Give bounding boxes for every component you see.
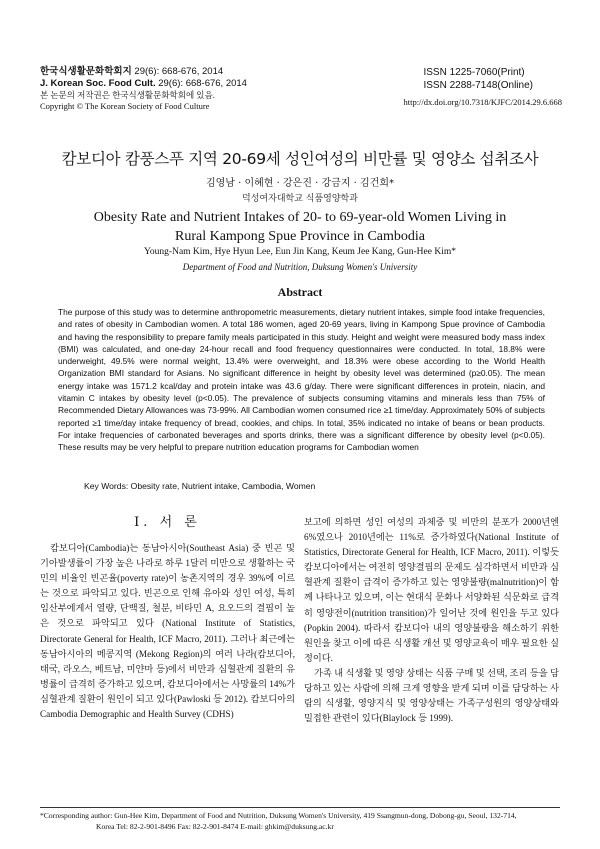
issn-print: ISSN 1225-7060(Print) (423, 67, 525, 78)
title-english-line1: Obesity Rate and Nutrient Intakes of 20- to 69-year-old Women Living in (93, 210, 507, 225)
journal-title-kr-line (40, 66, 247, 78)
journal-title-kr: 한국식생활문화학회지 (40, 66, 132, 77)
corresponding-author-footnote (40, 811, 564, 832)
authors-english: Young-Nam Kim, Hye Hyun Lee, Eun Jin Kang, Keum Jee Kang, Gun-Hee Kim* (144, 247, 456, 257)
title-english (0, 208, 600, 246)
copyright-kr: 본 논문의 저작권은 한국식생활문화학회에 있음. (40, 90, 215, 100)
journal-pages-en: 29(6): 668-676, 2014 (158, 78, 247, 89)
intro-column-left (40, 515, 295, 722)
affiliation-korean: 덕성여자대학교 식품영양학과 (242, 194, 358, 204)
affiliation-english: Department of Food and Nutrition, Duksung Women's University (182, 262, 418, 272)
keywords: Key Words: Obesity rate, Nutrient intake, Cambodia, Women (84, 481, 316, 491)
copyright-en: Copyright © The Korean Society of Food Culture (40, 101, 210, 111)
abstract-body: The purpose of this study was to determine anthropometric measurements, dietary nutrient intakes, simple food intake frequencies, and rates of obesity in Cambodian women. A total 186 women, aged 20-69 years, living in Kampong Spue province of Cambodia and having the responsibility to prepare family meals participated in this study. Height and weight were measured body mass index (BMI) was calculated, and one-day 24-hour recall and food frequency questionnaires were conducted. In total, 18.8% were underweight, 49.5% were normal weight, 13.4% were overweight, and 18.3% were obese according to the World Health Organization BMI standard for Asians. No significant difference in height by obesity level was determined (p≥0.05). The mean energy intake was 1571.2 kcal/day and protein intake was 43.6 g/day. There were significant differences in protein, niacin, and vitamin C intakes by obesity level (p<0.05). The prevalence of subjects consuming vitamins and minerals less than 75% of Recommended Dietary Allowances was 73-99%. All Cambodian women consumed rice ≥1 time/day. Approximately 50% of subjects reported ≥1 time/day intake frequency of bread, cookies, and chips. In total, 35% indicated no intake of beans or bean products. For intake frequencies of carbonated beverages and sports drinks, there was a significant difference by obesity level (p<0.05). These results may be very helpful to prepare nutrition education programs for Cambodian women (58, 307, 545, 453)
journal-header-left (40, 66, 247, 112)
journal-pages-kr: 29(6): 668-676, 2014 (134, 66, 224, 77)
footnote-line-2: Korea Tel: 82-2-901-8496 Fax: 82-2-901-8474 E-mail: ghkim@duksung.ac.kr (96, 821, 334, 831)
intro-paragraph-3: 가족 내 식생활 및 영양 상태는 식품 구매 및 선택, 조리 등을 담당하고 있는 사람에 의해 크게 영향을 받게 되며 이를 담당하는 사람의 식생활, 영양지식 및 영양상태는 가족구성원의 영양상태와 밀접한 관련이 있다(Blaylock 등 1999). (304, 667, 559, 724)
section-heading-intro: I. 서 론 (134, 515, 201, 530)
footnote-divider (40, 807, 560, 808)
issn-online: ISSN 2288-7148(Online) (423, 80, 533, 91)
intro-column-right (304, 515, 559, 726)
intro-paragraph-1: 캄보디아(Cambodia)는 동남아시아(Southeast Asia) 중 빈곤 및 기아발생률이 가장 높은 나라로 하루 1달러 미만으로 생활하는 국민의 비율인 빈곤율(poverty rate)이 농촌지역의 경우 39%에 이르는 것으로 파악되고 있다. 빈곤으로 인해 유아와 성인 여성, 특히 임산부에게서 열량, 단백질, 철분, 비타민 A, 요오드의 결핍이 높은 것으로 파악되고 있다 (National Institute of Statistics, Directorate General for Health, ICF Macro, 2011). 그러나 최근에는 동남아시아의 메콩지역 (Mekong Region)의 여러 나라(캄보디아, 태국, 라오스, 베트남, 미얀마 등)에서 비만과 심혈관계 질환의 유병률이 급격히 증가하고 있으며, 캄보디아에서는 사망률의 14%가 심혈관계 질환이 원인이 되고 있다(Pawloski 등 2012). 캄보디아의 Cambodia Demographic and Health Survey (CDHS) (40, 543, 295, 720)
title-korean: 캄보디아 캄풍스푸 지역 20-69세 성인여성의 비만률 및 영양소 섭취조사 (61, 150, 539, 168)
journal-title-en-line (40, 78, 247, 90)
doi-link[interactable]: http://dx.doi.org/10.7318/KJFC/2014.29.6.668 (403, 97, 562, 107)
intro-paragraph-2: 보고에 의하면 성인 여성의 과체중 및 비만의 분포가 2000년엔 6%였으나 2010년에는 11%로 증가하였다(National Institute of Statistics, Directorate General for Health, ICF Macro, 2011). 이렇듯 캄보디아에서는 여전히 영양결핍의 문제도 심각하면서 비만과 심혈관계 질환이 급격이 증가하고 있는 영양불량(malnutrition)이 함께 나타나고 있으며, 이는 현대식 문화나 서양화된 식문화로 급격히 영양전이(nutrition transition)가 일어난 것에 원인을 두고 있다(Popkin 2004). 따라서 캄보디아 내의 영양불량을 해소하기 위한 원인을 찾고 이에 따른 식생활 개선 및 영양교육이 매우 필요한 실정이다. (304, 517, 559, 663)
title-english-line2: Rural Kampong Spue Province in Cambodia (174, 229, 426, 244)
journal-title-en: J. Korean Soc. Food Cult. (40, 78, 156, 89)
journal-header-right (403, 66, 562, 108)
authors-korean: 김영남 · 이혜현 · 강은진 · 강금지 · 김건희* (205, 178, 395, 189)
footnote-line-1: *Corresponding author: Gun-Hee Kim, Department of Food and Nutrition, Duksung Women's University, 419 Ssangmun-dong, Dobong-gu, Seoul, 132-714, (40, 811, 517, 820)
abstract-heading: Abstract (277, 285, 323, 299)
